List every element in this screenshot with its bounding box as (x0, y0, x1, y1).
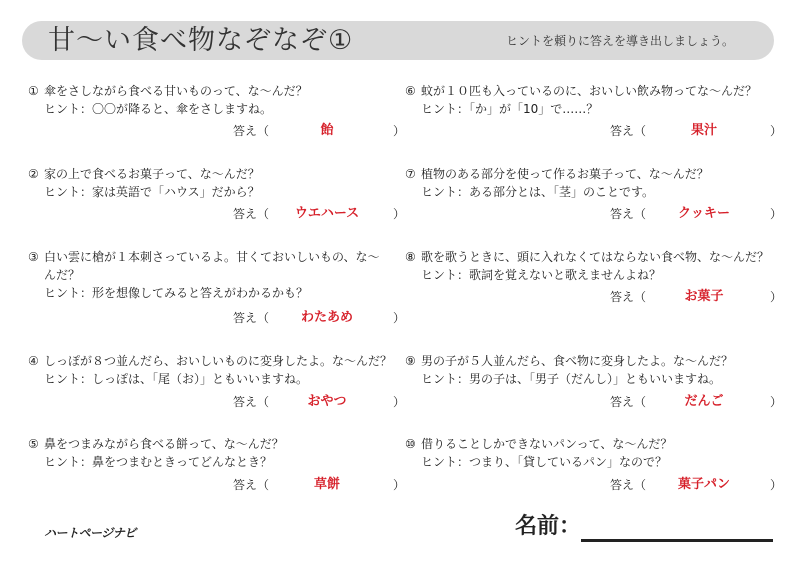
question-line: 植物のある部分を使って作るお菓子って、な～んだ？ (421, 167, 709, 181)
question-number: ⑨ (405, 354, 416, 368)
question-text (28, 82, 308, 100)
hint-text: ヒント：歌詞を覚えないと歌えませんよね？ (421, 268, 662, 282)
site-logo: ハートページナビ (44, 526, 136, 540)
answer-field (233, 309, 406, 327)
question-line: 蚊が１０匹も入っているのに、おいしい飲み物ってな～んだ？ (421, 84, 758, 98)
answer-label: 答え（ (233, 207, 270, 221)
question-text (405, 165, 709, 183)
answer-label: 答え（ (610, 207, 647, 221)
answer-close-paren: ） (393, 478, 406, 492)
name-write-line[interactable] (581, 539, 773, 542)
answer-close-paren: ） (770, 478, 783, 492)
question-text (405, 248, 769, 266)
hint-text: ヒント：ある部分とは、「茎」のことです。 (421, 185, 655, 199)
answer-value: 飴 (320, 123, 334, 138)
answer-close-paren: ） (770, 207, 783, 221)
answer-value: だんご (684, 394, 724, 409)
instruction-text: ヒントを頼りに答えを導き出しましょう。 (505, 34, 734, 48)
question-line: 男の子が５人並んだら、食べ物に変身したよ。な～んだ？ (421, 354, 734, 368)
answer-label: 答え（ (233, 478, 270, 492)
question-4 (28, 352, 408, 432)
question-8 (405, 248, 785, 328)
question-text (405, 352, 733, 370)
page-title: 甘～い食べ物なぞなぞ① (48, 25, 354, 56)
title-banner (22, 21, 774, 60)
question-line: 鼻をつまみながら食べる餅って、な～んだ？ (44, 437, 284, 451)
question-number: ① (28, 84, 39, 98)
question-1 (28, 82, 408, 162)
answer-field (233, 393, 406, 411)
question-text (405, 435, 672, 453)
question-10 (405, 435, 785, 515)
answer-label: 答え（ (610, 395, 647, 409)
answer-field (610, 122, 783, 140)
answer-close-paren: ） (770, 395, 783, 409)
answer-value: 草餅 (313, 477, 340, 492)
question-number: ② (28, 167, 39, 181)
answer-value: 果汁 (690, 123, 717, 138)
question-text (28, 352, 392, 370)
name-label: 名前： (515, 514, 582, 539)
answer-value: 菓子パン (677, 477, 730, 492)
answer-field (233, 122, 406, 140)
question-number: ③ (28, 250, 39, 264)
question-5 (28, 435, 408, 515)
hint-text: ヒント：家は英語で「ハウス」だから？ (44, 185, 260, 199)
answer-value: わたあめ (300, 310, 353, 325)
answer-value: お菓子 (684, 289, 724, 304)
question-line: 傘をさしながら食べる甘いものって、な～んだ？ (44, 84, 308, 98)
answer-label: 答え（ (610, 124, 647, 138)
question-line-continued: んだ？ (44, 268, 81, 282)
question-line: 歌を歌うときに、頭に入れなくてはならない食べ物、な～んだ？ (421, 250, 770, 264)
question-6 (405, 82, 785, 162)
question-number: ⑦ (405, 167, 416, 181)
hint-text: ヒント：形を想像してみると答えがわかるかも？ (44, 286, 309, 300)
hint-text: ヒント：鼻をつまむときってどんなとき？ (44, 455, 273, 469)
answer-close-paren: ） (770, 290, 783, 304)
answer-label: 答え（ (233, 311, 270, 325)
question-number: ⑥ (405, 84, 416, 98)
answer-value: おやつ (307, 394, 347, 409)
answer-label: 答え（ (233, 395, 270, 409)
hint-text: ヒント：男の子は、「男子（だんし）」ともいいますね。 (421, 372, 722, 386)
question-text (28, 248, 380, 266)
answer-close-paren: ） (393, 311, 406, 325)
hint-text: ヒント：つまり、「貸しているパン」なので？ (421, 455, 668, 469)
question-text (405, 82, 757, 100)
answer-field (610, 393, 783, 411)
question-text (28, 165, 260, 183)
answer-field (610, 205, 783, 223)
answer-field (610, 288, 783, 306)
hint-text: ヒント：「か」が「10」で……？ (421, 102, 599, 116)
answer-value: クッキー (677, 206, 730, 221)
question-2 (28, 165, 408, 245)
hint-text: ヒント：〇〇が降ると、傘をさしますね。 (44, 102, 273, 116)
answer-field (233, 476, 406, 494)
answer-field (610, 476, 783, 494)
question-7 (405, 165, 785, 245)
answer-label: 答え（ (233, 124, 270, 138)
answer-label: 答え（ (610, 478, 647, 492)
answer-close-paren: ） (393, 124, 406, 138)
answer-field (233, 205, 406, 223)
question-text (28, 435, 284, 453)
answer-close-paren: ） (770, 124, 783, 138)
answer-close-paren: ） (393, 207, 406, 221)
question-line: しっぽが８つ並んだら、おいしいものに変身したよ。な～んだ？ (44, 354, 393, 368)
question-9 (405, 352, 785, 432)
question-line: 白い雲に槍が１本刺さっているよ。甘くておいしいもの、な～ (44, 250, 380, 264)
question-line: 家の上で食べるお菓子って、な～んだ？ (44, 167, 260, 181)
question-3 (28, 248, 408, 328)
question-number: ⑩ (405, 437, 416, 451)
question-line: 借りることしかできないパンって、な～んだ？ (421, 437, 673, 451)
answer-value: ウエハース (294, 206, 360, 221)
question-number: ⑤ (28, 437, 39, 451)
question-number: ⑧ (405, 250, 416, 264)
question-number: ④ (28, 354, 39, 368)
hint-text: ヒント：しっぽは、「尾（お）」ともいいますね。 (44, 372, 309, 386)
answer-close-paren: ） (393, 395, 406, 409)
answer-label: 答え（ (610, 290, 647, 304)
